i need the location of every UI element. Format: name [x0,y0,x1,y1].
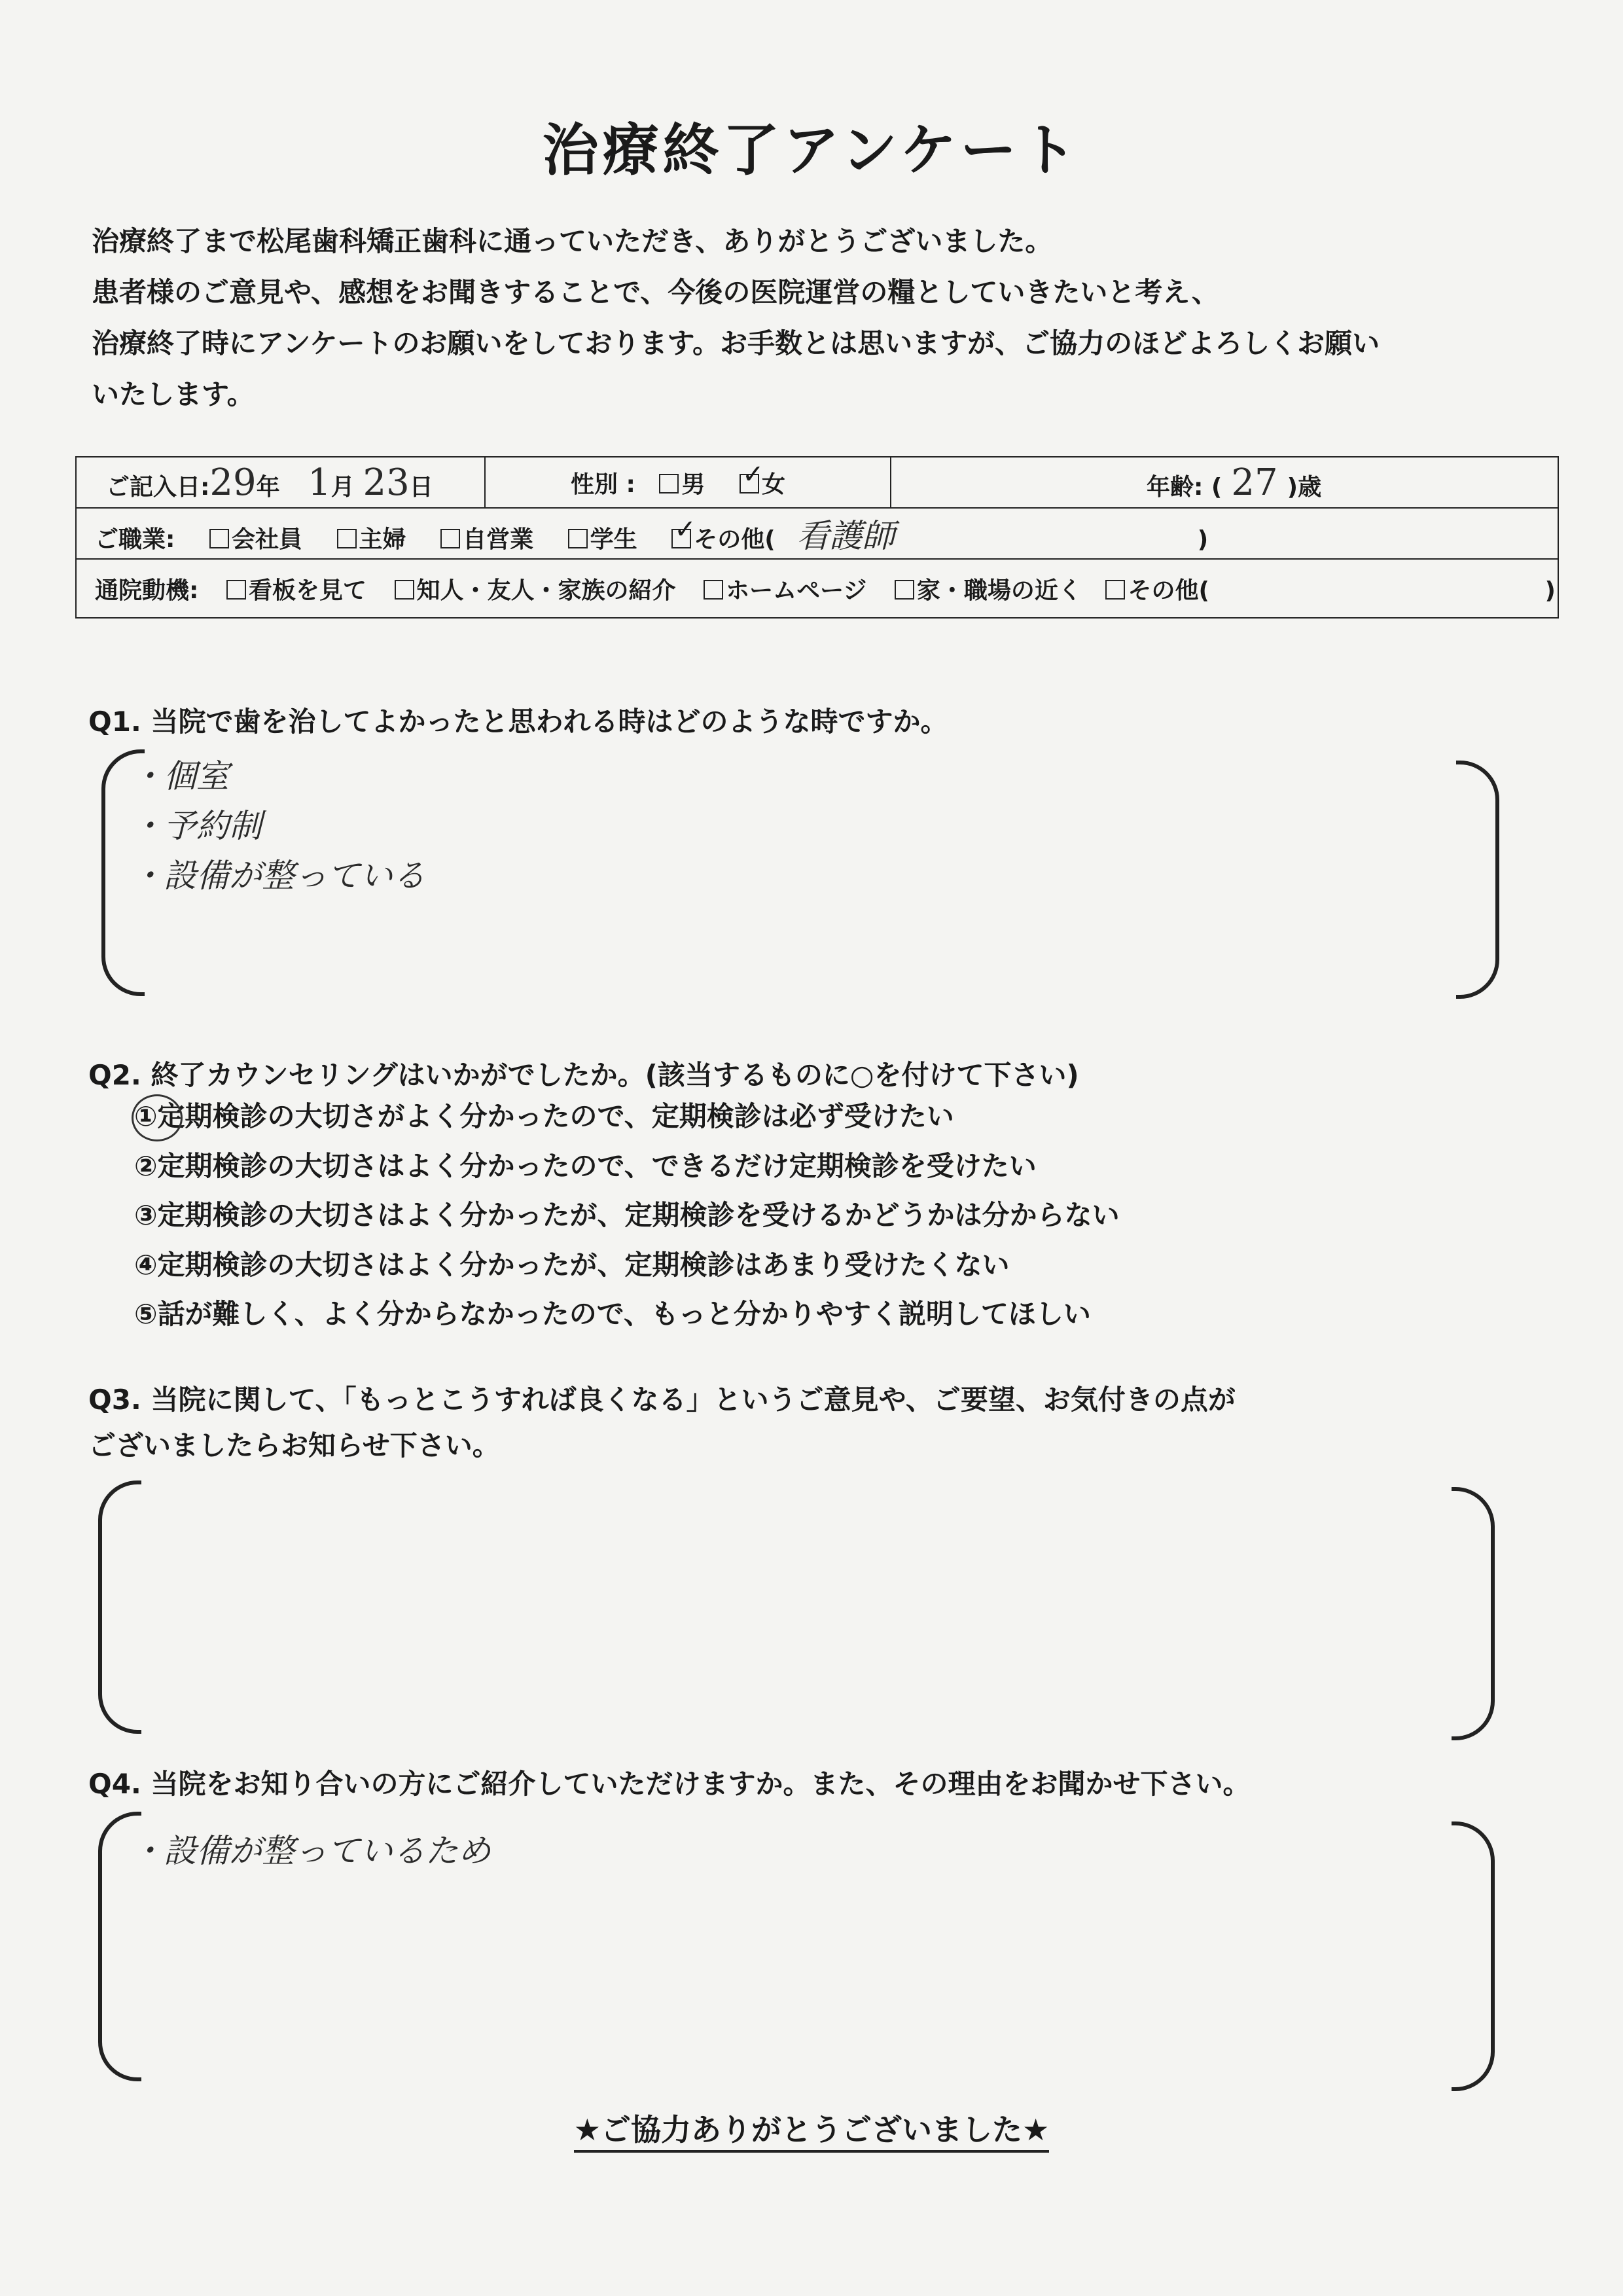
age-value: 27 [1231,461,1278,504]
checkbox-icon[interactable] [226,580,246,600]
q1-answer-line: ・個室 [131,757,229,795]
occupation-option-other[interactable]: ✓ その他( [671,526,775,553]
date-day-value: 23 [363,461,410,504]
q2-option-1[interactable]: ①定期検診の大切さがよく分かったので、定期検診は必ず受けたい [134,1092,1120,1141]
checkbox-icon[interactable] [440,529,460,548]
motive-option[interactable]: 家・職場の近く [895,577,1082,604]
checkbox-icon[interactable] [209,529,229,548]
checkbox-icon[interactable] [568,529,588,548]
circled-selection-mark [132,1094,183,1141]
q1-bracket-right [1456,761,1499,999]
occupation-row: ご職業: 会社員 主婦 自営業 学生 ✓ その他( 看護師 ) [76,508,1558,559]
motive-row: 通院動機: 看板を見て 知人・友人・家族の紹介 ホームページ 家・職場の近く その他( ) [76,559,1558,618]
occupation-option[interactable]: 会社員 [209,526,302,553]
q4-question: Q4. 当院をお知り合いの方にご紹介していただけますか。また、その理由をお聞かせ下さい。 [88,1768,1251,1800]
intro-line: 患者様のご意見や、感想をお聞きすることで、今後の医院運営の糧としていきたいと考え、 [92,276,1219,308]
intro-line: 治療終了時にアンケートのお願いをしております。お手数とは思いますが、ご協力のほどよろしくお願い [92,327,1380,359]
q2-option-2[interactable]: ②定期検診の大切さはよく分かったので、できるだけ定期検診を受けたい [134,1149,1037,1182]
intro-text [92,216,1531,420]
checkbox-icon[interactable] [659,474,679,493]
gender-option-male[interactable]: 男 [659,471,705,498]
motive-option-other[interactable]: その他( [1105,577,1209,604]
footer-thanks: ★ご協力ありがとうございました★ [0,2106,1623,2149]
q2-question: Q2. 終了カウンセリングはいかがでしたか。(該当するものに○を付けて下さい) [88,1059,1079,1091]
checkbox-icon[interactable] [704,580,723,600]
motive-option[interactable]: 看板を見て [226,577,366,604]
q2-options [134,1092,1120,1339]
checkbox-checked-icon[interactable] [740,474,759,493]
q4-answer-area[interactable] [131,1826,491,1876]
motive-option[interactable]: ホームページ [704,577,866,604]
checkbox-checked-icon[interactable] [671,529,691,548]
info-table [75,456,1559,619]
q3-question: Q3. 当院に関して、「もっとこうすれば良くなる」というご意見や、ご要望、お気付きの点が ございましたらお知らせ下さい。 [88,1384,1236,1462]
date-month-value: 1 [308,461,331,504]
date-year-value: 29 [209,461,257,504]
q1-answer-area[interactable] [131,751,425,901]
q1-question: Q1. 当院で歯を治してよかったと思われる時はどのような時ですか。 [88,706,948,738]
age-field[interactable]: 年齢: ( 27 )歳 [891,457,1558,508]
gender-option-female[interactable]: ✓ 女 [740,471,785,498]
checkbox-icon[interactable] [895,580,914,600]
occupation-option[interactable]: 学生 [568,526,637,553]
q1-answer-line: ・予約制 [131,807,262,845]
q4-bracket-right [1452,1821,1495,2091]
occupation-option[interactable]: 自営業 [440,526,533,553]
checkbox-icon[interactable] [337,529,357,548]
q1-answer-line: ・設備が整っている [131,857,425,895]
q3-bracket-right [1452,1487,1495,1740]
occupation-option[interactable]: 主婦 [337,526,406,553]
checkbox-icon[interactable] [1105,580,1125,600]
page-title: 治療終了アンケート [542,118,1081,183]
q3-bracket-left [98,1480,141,1734]
date-field[interactable]: ご記入日:29年 1月 23日 [76,457,485,508]
checkbox-icon[interactable] [395,580,414,600]
q4-answer-line: ・設備が整っているため [131,1832,491,1870]
occupation-other-value: 看護師 [796,517,895,555]
gender-field: 性別 : 男 ✓ 女 [485,457,891,508]
motive-option[interactable]: 知人・友人・家族の紹介 [395,577,676,604]
intro-line: いたします。 [92,378,255,410]
q2-option-4[interactable]: ④定期検診の大切さはよく分かったが、定期検診はあまり受けたくない [134,1248,1010,1281]
intro-line: 治療終了まで松尾歯科矯正歯科に通っていただき、ありがとうございました。 [92,225,1053,257]
q2-option-3[interactable]: ③定期検診の大切さはよく分かったが、定期検診を受けるかどうかは分からない [134,1199,1120,1231]
q3-answer-area[interactable] [144,1492,1440,1715]
q2-option-5[interactable]: ⑤話が難しく、よく分からなかったので、もっと分かりやすく説明してほしい [134,1298,1091,1330]
